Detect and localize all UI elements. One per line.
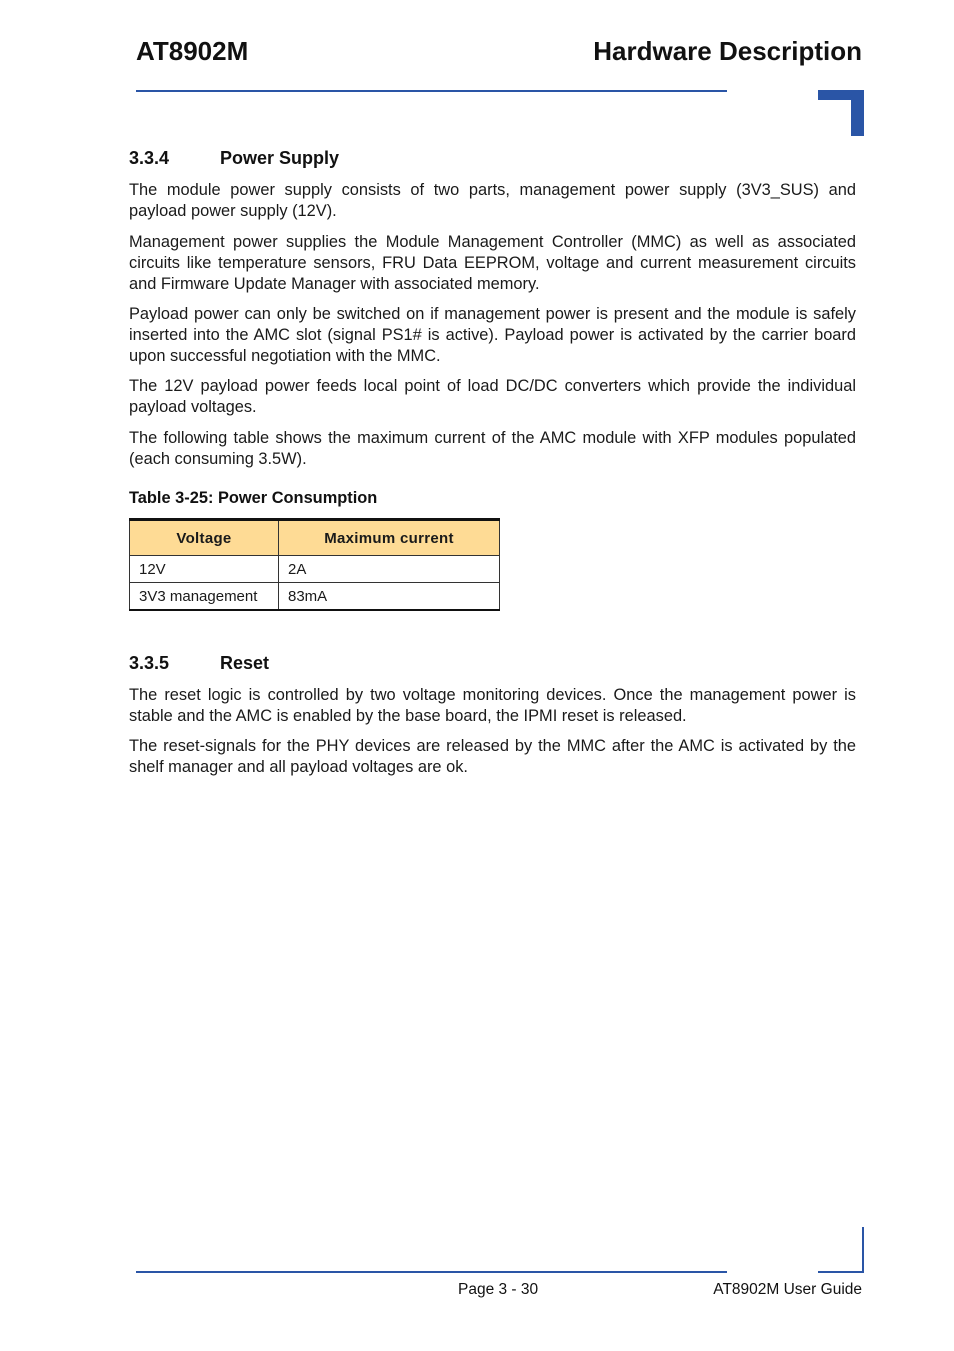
footer-page-number: Page 3 - 30 [458,1281,539,1298]
paragraph: The module power supply consists of two parts, management power supply (3V3_SUS) and payload power supply (12V). [129,181,856,220]
table-cell: 3V3 management [130,583,279,611]
table-cell: 2A [279,556,500,583]
table-cell: 83mA [279,583,500,611]
section-number: 3.3.5 [129,653,170,673]
section-heading-power-supply [129,148,856,169]
footer-guide-title: AT8902M User Guide [713,1281,862,1298]
table-row [130,583,500,611]
footer-rule [136,1271,727,1273]
column-header-maximum-current: Maximum current [279,520,500,556]
header-chapter-title: Hardware Description [593,36,862,66]
page-content [129,148,856,778]
paragraph: Management power supplies the Module Management Controller (MMC) as well as associated circuits like temperature sensors, FRU Data EEPROM, voltage and current measurement circuits and Firmware Update Manager with associated memory. [129,233,856,293]
paragraph: The reset-signals for the PHY devices are released by the MMC after the AMC is activated by the shelf manager and all payload voltages are ok. [129,737,856,776]
header-product-title: AT8902M [136,36,249,66]
power-consumption-table [129,518,500,611]
section-title: Power Supply [220,148,340,168]
paragraph: The reset logic is controlled by two voltage monitoring devices. Once the management power is stable and the AMC is enabled by the base board, the IPMI reset is released. [129,686,856,725]
paragraph: The 12V payload power feeds local point of load DC/DC converters which provide the individual payload voltages. [129,377,856,416]
table-row [130,556,500,583]
footer-corner-mark-h [818,1271,864,1273]
header-rule [136,90,727,92]
column-header-voltage: Voltage [130,520,279,556]
table-cell: 12V [130,556,279,583]
paragraph: Payload power can only be switched on if management power is present and the module is safely inserted into the AMC slot (signal PS1# is active). Payload power is activated by the carrier board upon successful negotiation with the MMC. [129,305,856,365]
table-header-row [130,520,500,556]
paragraph: The following table shows the maximum current of the AMC module with XFP modules populated (each consuming 3.5W). [129,429,856,468]
header-corner-mark-v [851,90,864,136]
table-caption: Table 3-25: Power Consumption [129,489,378,507]
section-heading-reset [129,653,856,674]
section-title: Reset [220,653,270,673]
footer-corner-mark-v [862,1227,864,1273]
section-number: 3.3.4 [129,148,170,168]
